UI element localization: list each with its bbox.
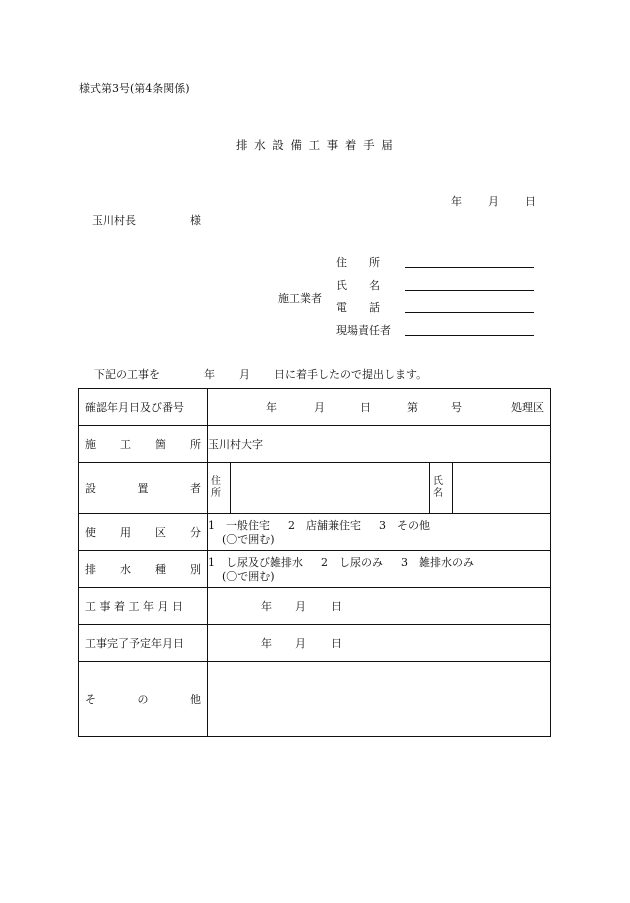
drainage-type-label: 排 水 種 別 bbox=[79, 551, 208, 588]
form-id: 様式第3号(第4条関係) bbox=[79, 82, 190, 95]
intro-statement: 下記の工事を 年 月 日に着手したので提出します。 bbox=[94, 368, 428, 381]
date-year: 年 bbox=[451, 195, 462, 208]
installer-value bbox=[208, 463, 551, 514]
start-date-label: 工 事 着 工 年 月 日 bbox=[79, 588, 208, 625]
addressee-name: 玉川村長 bbox=[92, 214, 136, 227]
table-row bbox=[79, 426, 551, 463]
other-value[interactable] bbox=[208, 662, 551, 737]
table-row bbox=[79, 551, 551, 588]
construction-site-value[interactable]: 玉川村大字 bbox=[208, 426, 551, 463]
usage-category-options[interactable]: 1 一般住宅 2 店舗兼住宅 3 その他 (〇で囲む) bbox=[208, 514, 551, 551]
table-row bbox=[79, 588, 551, 625]
date-day: 日 bbox=[525, 195, 536, 208]
installer-label: 設 置 者 bbox=[79, 463, 208, 514]
drainage-type-options[interactable]: 1 し尿及び雑排水 2 し尿のみ 3 雑排水のみ (〇で囲む) bbox=[208, 551, 551, 588]
site-manager-label: 現場責任者 bbox=[336, 324, 391, 337]
contractor-label: 施工業者 bbox=[278, 292, 322, 305]
site-manager-field[interactable] bbox=[405, 323, 534, 336]
construction-site-label: 施 工 箇 所 bbox=[79, 426, 208, 463]
application-table bbox=[78, 388, 551, 737]
installer-name-label: 氏 名 bbox=[430, 463, 453, 513]
table-row bbox=[79, 463, 551, 514]
usage-category-label: 使 用 区 分 bbox=[79, 514, 208, 551]
start-date-value[interactable]: 年 月 日 bbox=[208, 588, 551, 625]
contractor-name-field[interactable] bbox=[405, 278, 534, 291]
submission-date bbox=[451, 193, 536, 209]
contractor-phone-field[interactable] bbox=[405, 300, 534, 313]
installer-address-label: 住 所 bbox=[208, 463, 231, 513]
contractor-address-label: 住 所 bbox=[336, 256, 380, 269]
date-month: 月 bbox=[488, 195, 499, 208]
contractor-address-field[interactable] bbox=[405, 255, 534, 268]
installer-name-field[interactable] bbox=[453, 463, 550, 513]
table-row bbox=[79, 662, 551, 737]
page-title: 排 水 設 備 工 事 着 手 届 bbox=[236, 138, 393, 152]
other-label: そ の 他 bbox=[79, 662, 208, 737]
completion-date-value[interactable]: 年 月 日 bbox=[208, 625, 551, 662]
contractor-phone-label: 電 話 bbox=[336, 301, 380, 314]
installer-address-field[interactable] bbox=[231, 463, 430, 513]
confirmation-label: 確認年月日及び番号 bbox=[79, 389, 208, 426]
addressee bbox=[92, 212, 201, 228]
table-row bbox=[79, 514, 551, 551]
completion-date-label: 工事完了予定年月日 bbox=[79, 625, 208, 662]
addressee-honorific: 様 bbox=[190, 214, 201, 227]
contractor-name-label: 氏 名 bbox=[336, 279, 380, 292]
confirmation-value[interactable]: 年 月 日 第 号 処理区 bbox=[208, 389, 551, 426]
table-row bbox=[79, 389, 551, 426]
table-row bbox=[79, 625, 551, 662]
